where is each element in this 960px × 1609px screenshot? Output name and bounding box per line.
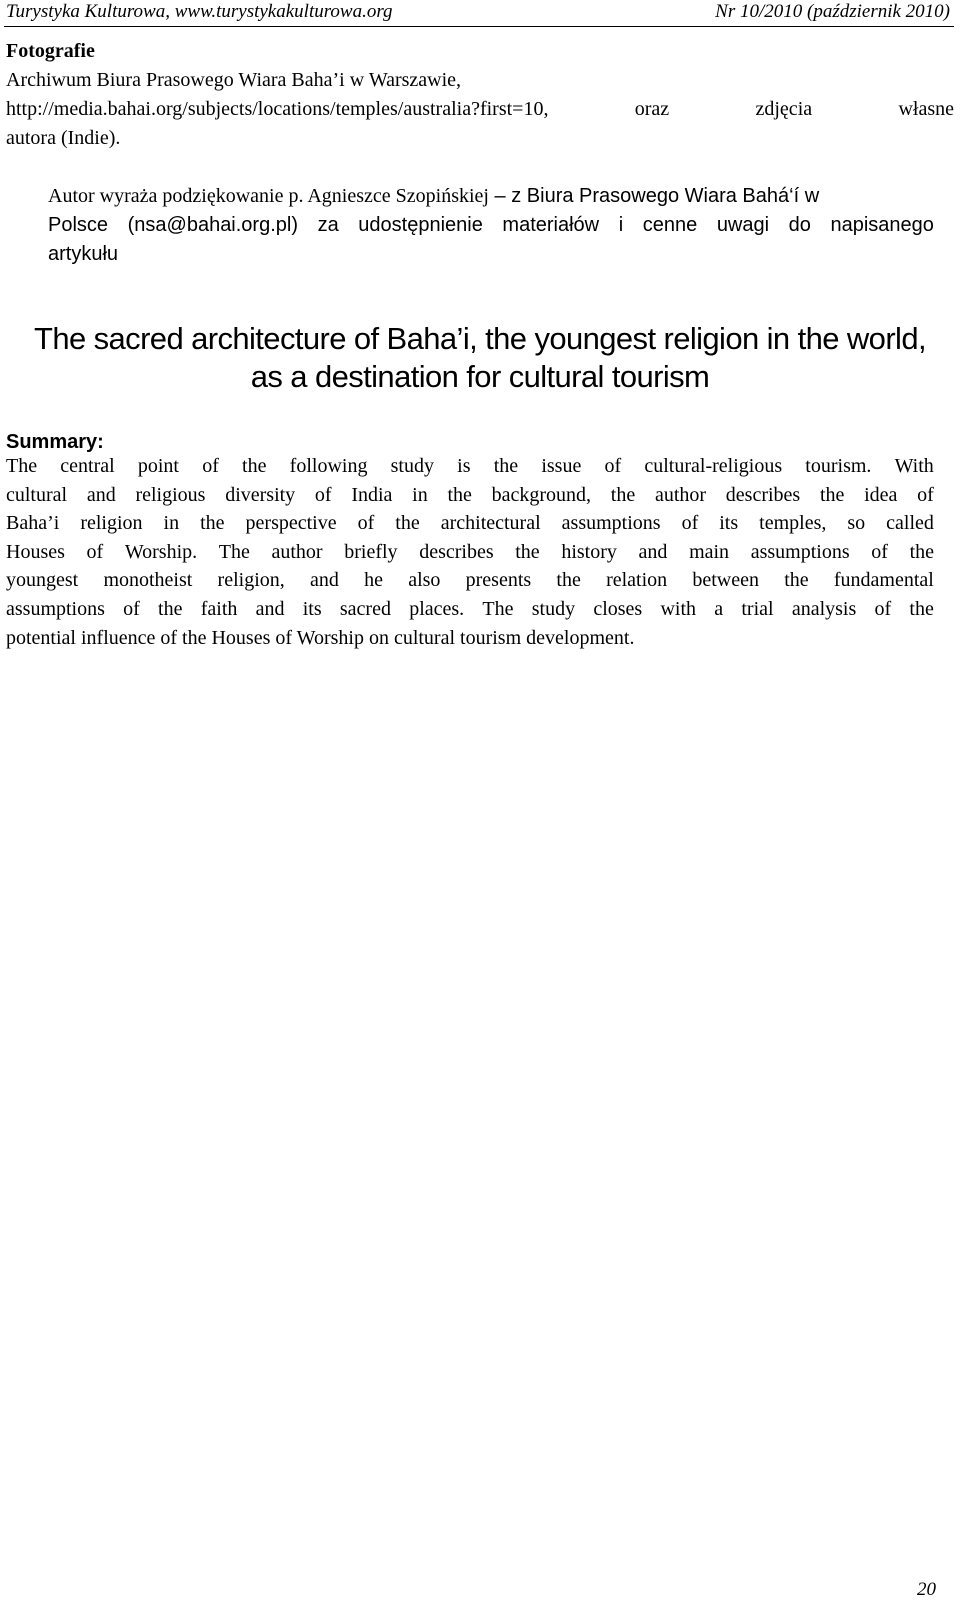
- summary-word: describes: [725, 483, 801, 506]
- summary-word: tourism.: [805, 455, 872, 477]
- summary-word: religion,: [217, 569, 285, 592]
- summary-word: India: [351, 483, 393, 506]
- summary-line: [6, 452, 934, 481]
- summary-word: called: [886, 512, 934, 535]
- issue-number: Nr 10/2010 (październik 2010): [715, 1, 950, 22]
- summary-word: and: [309, 569, 339, 592]
- summary-word: main: [689, 540, 730, 563]
- summary-word: the: [784, 569, 809, 592]
- summary-word: so: [847, 512, 866, 535]
- summary-word: of: [357, 512, 375, 535]
- acknowledgement-line-3: artykułu: [48, 243, 119, 265]
- ack-word: za: [317, 214, 339, 236]
- summary-word: the: [158, 597, 183, 620]
- summary-word: religious: [135, 483, 206, 506]
- summary-word: the: [515, 540, 540, 563]
- summary-word: architectural: [440, 512, 541, 535]
- summary-word: its: [719, 512, 739, 535]
- photos-source-line: Archiwum Biura Prasowego Wiara Baha’i w Warszawie,: [6, 69, 462, 91]
- summary-word: sacred: [339, 597, 391, 620]
- summary-word: and: [638, 540, 668, 563]
- summary-word: of: [314, 483, 332, 506]
- summary-word: assumptions: [561, 512, 661, 535]
- summary-word: background,: [491, 483, 592, 506]
- ack-word: udostępnienie: [358, 214, 483, 236]
- summary-word: youngest: [6, 569, 79, 592]
- summary-word: also: [408, 569, 441, 592]
- photos-heading: Fotografie: [6, 40, 95, 62]
- summary-word: of: [604, 455, 622, 477]
- summary-word: the: [200, 512, 225, 535]
- summary-word: faith: [200, 597, 238, 620]
- summary-word: the: [909, 540, 934, 563]
- summary-word: the: [493, 455, 519, 477]
- summary-word: idea: [864, 483, 898, 506]
- acknowledgement-line-2: [48, 211, 934, 240]
- summary-word: With: [894, 455, 934, 477]
- summary-word: trial: [741, 597, 774, 620]
- photos-url-word: własne: [898, 98, 954, 120]
- summary-line: [6, 566, 934, 595]
- ack-word: uwagi: [716, 214, 770, 236]
- summary-word: of: [917, 483, 934, 506]
- summary-line: [6, 538, 934, 567]
- ack-word: do: [788, 214, 811, 236]
- summary-word: the: [909, 597, 934, 620]
- summary-word: perspective: [245, 512, 337, 535]
- summary-word: briefly: [344, 540, 398, 563]
- summary-word: fundamental: [833, 569, 934, 592]
- summary-word: assumptions: [6, 597, 105, 620]
- summary-word: of: [874, 597, 892, 620]
- summary-word: he: [364, 569, 383, 592]
- summary-word: the: [242, 455, 267, 477]
- page-number: 20: [917, 1579, 936, 1600]
- summary-word: cultural-religious: [644, 455, 783, 477]
- acknowledgement-lead: Autor wyraża podziękowanie p. Agnieszce Szopińskiej: [48, 185, 489, 207]
- summary-line: [6, 509, 934, 538]
- summary-word: Baha’i: [6, 512, 60, 535]
- photos-url-line: [6, 95, 954, 124]
- summary-word: temples,: [759, 512, 827, 535]
- summary-word: religion: [80, 512, 143, 535]
- summary-word: The: [218, 540, 250, 563]
- summary-word: relation: [606, 569, 668, 592]
- ack-word: i: [618, 214, 624, 236]
- summary-word: study: [390, 455, 434, 477]
- summary-word: history: [561, 540, 617, 563]
- ack-word: cenne: [642, 214, 698, 236]
- summary-word: point: [137, 455, 179, 477]
- ack-word: napisanego: [830, 214, 934, 236]
- photos-url-word: oraz: [634, 98, 670, 120]
- summary-word: its: [302, 597, 322, 620]
- summary-word: a: [714, 597, 724, 620]
- summary-word: of: [202, 455, 219, 477]
- ack-word: (nsa@bahai.org.pl): [127, 214, 298, 236]
- summary-word: with: [660, 597, 696, 620]
- summary-word: places.: [409, 597, 465, 620]
- summary-word: the: [447, 483, 472, 506]
- ack-word: materiałów: [502, 214, 600, 236]
- summary-word: central: [60, 455, 115, 477]
- english-title-line-2: as a destination for cultural tourism: [250, 359, 710, 394]
- summary-word: of: [86, 540, 104, 563]
- summary-word: is: [457, 455, 471, 477]
- acknowledgement-rest: – z Biura Prasowego Wiara Bahá‘í w: [494, 185, 820, 207]
- summary-word: and: [86, 483, 116, 506]
- summary-word: diversity: [225, 483, 296, 506]
- photos-url-word: zdjęcia: [755, 98, 813, 120]
- summary-word: and: [255, 597, 285, 620]
- summary-word: monotheist: [103, 569, 193, 592]
- english-title-line-1: The sacred architecture of Baha’i, the youngest religion in the world,: [34, 321, 926, 356]
- journal-title: Turystyka Kulturowa, www.turystykakulturowa.org: [6, 1, 393, 22]
- summary-word: The: [482, 597, 514, 620]
- summary-word: the: [610, 483, 636, 506]
- summary-word: cultural: [6, 483, 68, 506]
- summary-word: Houses: [6, 540, 65, 563]
- summary-line: [6, 481, 934, 510]
- summary-word: presents: [465, 569, 532, 592]
- ack-word: Polsce: [48, 214, 109, 236]
- summary-line: [6, 595, 934, 624]
- summary-paragraph: [6, 452, 934, 652]
- summary-word: issue: [541, 455, 582, 477]
- summary-word: between: [692, 569, 760, 592]
- summary-word: the: [819, 483, 845, 506]
- summary-word: The: [6, 455, 38, 477]
- running-header: [4, 0, 954, 27]
- summary-word: the: [395, 512, 420, 535]
- english-title: [0, 320, 960, 396]
- summary-word: describes: [419, 540, 494, 563]
- photos-author-line: autora (Indie).: [6, 127, 121, 149]
- summary-word: following: [289, 455, 368, 477]
- summary-word: Worship.: [124, 540, 198, 563]
- summary-word: author: [271, 540, 323, 563]
- summary-word: author: [654, 483, 707, 506]
- summary-label: Summary:: [6, 431, 104, 453]
- summary-word: of: [123, 597, 140, 620]
- summary-word: analysis: [791, 597, 857, 620]
- summary-word: closes: [593, 597, 643, 620]
- acknowledgement-line-1: [48, 182, 934, 211]
- summary-word: of: [681, 512, 699, 535]
- photos-url: http://media.bahai.org/subjects/locations/temples/australia?first=10,: [6, 98, 549, 120]
- summary-word: the: [556, 569, 581, 592]
- summary-word: in: [163, 512, 180, 535]
- summary-word: assumptions: [750, 540, 850, 563]
- summary-word: in: [412, 483, 428, 506]
- summary-word: study: [531, 597, 576, 620]
- summary-word: of: [871, 540, 888, 563]
- summary-line-last: potential influence of the Houses of Worship on cultural tourism development.: [6, 626, 635, 649]
